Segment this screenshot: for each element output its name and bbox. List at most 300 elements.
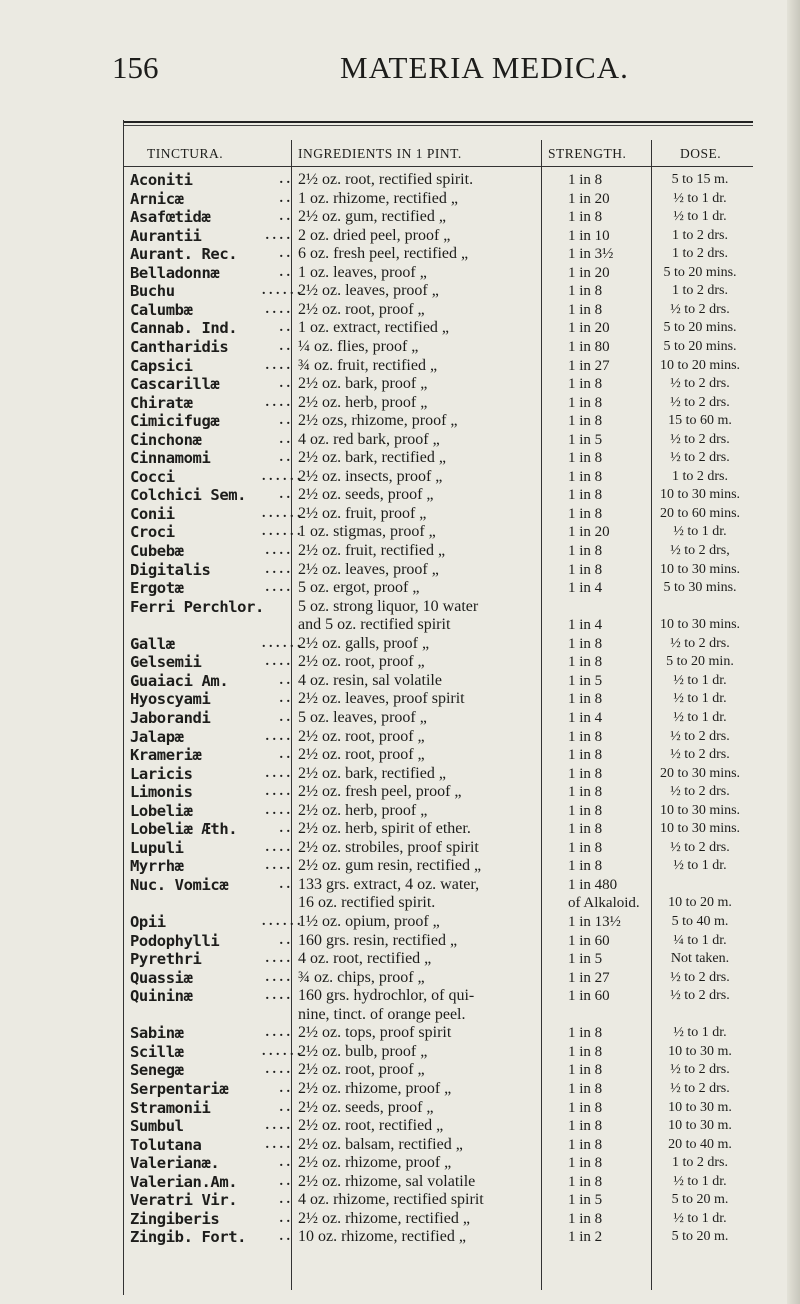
ingredients-cell: 2½ oz. bark, proof „ — [298, 375, 428, 392]
tincture-name: Conii — [130, 505, 175, 523]
strength-cell: 1 in 20 — [568, 191, 610, 207]
leader-dots: . . — [279, 450, 290, 465]
ingredients-cell: 2½ oz. bark, rectified „ — [298, 449, 446, 466]
dose-cell: ½ to 2 drs. — [670, 1081, 730, 1096]
dose-cell: ½ to 1 dr. — [673, 858, 727, 873]
table-row — [0, 561, 800, 579]
table-row — [0, 987, 800, 1005]
dose-cell: 10 to 20 m. — [668, 895, 732, 910]
strength-cell: 1 in 13½ — [568, 914, 621, 930]
table-row — [0, 412, 800, 430]
tincture-name: Guaiaci Am. — [130, 672, 229, 690]
ingredients-cell: 2½ oz. rhizome, rectified „ — [298, 1210, 470, 1227]
leader-dots: . . — [279, 1100, 290, 1115]
dose-cell: 10 to 30 mins. — [659, 803, 741, 818]
ingredients-cell: 2½ oz. herb, proof „ — [298, 394, 428, 411]
dose-cell: ½ to 1 dr. — [673, 691, 727, 706]
table-row — [0, 728, 800, 746]
strength-cell: 1 in 8 — [568, 784, 603, 800]
tincture-name: Nuc. Vomicæ — [130, 876, 229, 894]
table-row — [0, 802, 800, 820]
table-row — [0, 876, 800, 894]
leader-dots: . . — [279, 320, 290, 335]
ingredients-cell: 2½ oz. rhizome, sal volatile — [298, 1173, 476, 1190]
ingredients-cell: 133 grs. extract, 4 oz. water, — [298, 876, 480, 893]
leader-dots: . . — [279, 209, 290, 224]
tincture-name: Ferri Perchlor. — [130, 598, 264, 616]
leader-dots: . . . . . . — [262, 914, 301, 929]
tincture-name: Cascarillæ — [130, 375, 220, 393]
running-title: MATERIA MEDICA. — [340, 50, 629, 85]
table-row — [0, 635, 800, 653]
table-row — [0, 579, 800, 597]
header-tinctura: TINCTURA. — [147, 146, 224, 161]
leader-dots: . . . . — [265, 858, 290, 873]
header-dose: DOSE. — [680, 146, 722, 161]
strength-cell: 1 in 20 — [568, 524, 610, 540]
dose-cell: 5 to 15 m. — [671, 172, 729, 187]
tincture-name: Opii — [130, 913, 166, 931]
tincture-name: Gelsemii — [130, 653, 202, 671]
leader-dots: . . — [279, 413, 290, 428]
dose-cell: ½ to 1 dr. — [673, 673, 727, 688]
ingredients-cell: 2½ oz. fruit, proof „ — [298, 505, 427, 522]
table-row — [0, 171, 800, 189]
leader-dots: . . . . — [265, 729, 290, 744]
table-row — [0, 820, 800, 838]
dose-cell: 10 to 20 mins. — [659, 358, 741, 373]
table-row — [0, 969, 800, 987]
tincture-name: Cocci — [130, 468, 175, 486]
tincture-name: Chiratæ — [130, 394, 193, 412]
ingredients-cell: 6 oz. fresh peel, rectified „ — [298, 245, 469, 262]
dose-cell: 5 to 30 mins. — [663, 580, 737, 595]
leader-dots: . . — [279, 1192, 290, 1207]
table-row — [0, 1006, 800, 1024]
ingredients-cell: 2½ oz. leaves, proof „ — [298, 282, 439, 299]
strength-cell: 1 in 8 — [568, 450, 603, 466]
table-row — [0, 338, 800, 356]
dose-cell: 10 to 30 mins. — [659, 562, 741, 577]
table-row — [0, 282, 800, 300]
leader-dots: . . — [279, 933, 290, 948]
strength-cell: 1 in 10 — [568, 228, 610, 244]
ingredients-cell: 2½ oz. galls, proof „ — [298, 635, 430, 652]
strength-cell: 1 in 8 — [568, 413, 603, 429]
strength-cell: 1 in 8 — [568, 562, 603, 578]
ingredients-cell: and 5 oz. rectified spirit — [298, 616, 451, 633]
tincture-name: Scillæ — [130, 1043, 184, 1061]
table-row — [0, 245, 800, 263]
dose-cell: ½ to 2 drs. — [670, 1062, 730, 1077]
ingredients-cell: 2½ oz. bulb, proof „ — [298, 1043, 428, 1060]
strength-cell: 1 in 5 — [568, 951, 603, 967]
tincture-name: Quininæ — [130, 987, 193, 1005]
dose-cell: ½ to 2 drs, — [670, 543, 730, 558]
ingredients-cell: 2½ oz. root, proof „ — [298, 1061, 425, 1078]
tincture-name: Aconiti — [130, 171, 193, 189]
ingredients-cell: 2½ oz. insects, proof „ — [298, 468, 443, 485]
dose-cell: 1 to 2 drs. — [672, 283, 728, 298]
ingredients-cell: 2½ oz. root, rectified spirit. — [298, 171, 474, 188]
strength-cell: 1 in 8 — [568, 729, 603, 745]
strength-cell: 1 in 8 — [568, 636, 603, 652]
ingredients-cell: 2½ oz. rhizome, proof „ — [298, 1080, 452, 1097]
strength-cell: 1 in 8 — [568, 209, 603, 225]
table-row — [0, 932, 800, 950]
strength-cell: 1 in 8 — [568, 1211, 603, 1227]
leader-dots: . . . . . . — [262, 283, 301, 298]
tincture-name: Lupuli — [130, 839, 184, 857]
ingredients-cell: 2½ oz. gum resin, rectified „ — [298, 857, 482, 874]
ingredients-cell: 4 oz. root, rectified „ — [298, 950, 432, 967]
dose-cell: 5 to 20 mins. — [663, 265, 737, 280]
leader-dots: . . . . . . — [262, 469, 301, 484]
strength-cell: 1 in 8 — [568, 1025, 603, 1041]
dose-cell: 20 to 30 mins. — [659, 766, 741, 781]
leader-dots: . . — [279, 432, 290, 447]
strength-cell: of Alkaloid. — [568, 895, 640, 911]
leader-dots: . . — [279, 191, 290, 206]
tincture-name: Jalapæ — [130, 728, 184, 746]
table-row — [0, 431, 800, 449]
leader-dots: . . . . . . — [262, 506, 301, 521]
ingredients-cell: 2½ oz. rhizome, proof „ — [298, 1154, 452, 1171]
table-row — [0, 486, 800, 504]
table-row — [0, 542, 800, 560]
table-row — [0, 839, 800, 857]
leader-dots: . . . . — [265, 654, 290, 669]
leader-dots: . . . . — [265, 988, 290, 1003]
strength-cell: 1 in 20 — [568, 320, 610, 336]
tincture-name: Laricis — [130, 765, 193, 783]
tincture-name: Serpentariæ — [130, 1080, 229, 1098]
tincture-name: Pyrethri — [130, 950, 202, 968]
dose-cell: 20 to 40 m. — [668, 1137, 732, 1152]
tincture-name: Croci — [130, 523, 175, 541]
tincture-name: Cinchonæ — [130, 431, 202, 449]
dose-cell: 10 to 30 mins. — [659, 821, 741, 836]
ingredients-cell: ¼ oz. flies, proof „ — [298, 338, 419, 355]
dose-cell: 10 to 30 mins. — [659, 617, 741, 632]
leader-dots: . . . . — [265, 840, 290, 855]
strength-cell: 1 in 8 — [568, 395, 603, 411]
ingredients-cell: 2½ oz. leaves, proof spirit — [298, 690, 465, 707]
strength-cell: 1 in 8 — [568, 1118, 603, 1134]
leader-dots: . . — [279, 339, 290, 354]
dose-cell: 5 to 40 m. — [671, 914, 729, 929]
strength-cell: 1 in 80 — [568, 339, 610, 355]
strength-cell: 1 in 3½ — [568, 246, 614, 262]
dose-cell: ½ to 1 dr. — [673, 1174, 727, 1189]
leader-dots: . . — [279, 1211, 290, 1226]
tincture-name: Jaborandi — [130, 709, 211, 727]
ingredients-cell: 2½ oz. fruit, rectified „ — [298, 542, 446, 559]
ingredients-cell: 2½ oz. seeds, proof „ — [298, 1099, 434, 1116]
table-row — [0, 672, 800, 690]
leader-dots: . . — [279, 1155, 290, 1170]
page-number: 156 — [112, 50, 159, 85]
leader-dots: . . — [279, 1174, 290, 1189]
ingredients-cell: 2½ oz. herb, proof „ — [298, 802, 428, 819]
dose-cell: 1 to 2 drs. — [672, 1155, 728, 1170]
page-edge — [787, 0, 800, 1304]
strength-cell: 1 in 27 — [568, 358, 610, 374]
tincture-name: Cimicifugæ — [130, 412, 220, 430]
strength-cell: 1 in 4 — [568, 710, 603, 726]
leader-dots: . . — [279, 691, 290, 706]
leader-dots: . . . . — [265, 1025, 290, 1040]
table-row — [0, 1061, 800, 1079]
table-row — [0, 1024, 800, 1042]
leader-dots: . . . . — [265, 580, 290, 595]
top-rule-thin — [123, 125, 753, 126]
leader-dots: . . . . — [265, 543, 290, 558]
table-row — [0, 765, 800, 783]
tincture-name: Valerianæ. — [130, 1154, 220, 1172]
strength-cell: 1 in 2 — [568, 1229, 603, 1245]
leader-dots: . . . . — [265, 1137, 290, 1152]
ingredients-cell: 2½ ozs, rhizome, proof „ — [298, 412, 458, 429]
ingredients-cell: 2½ oz. balsam, rectified „ — [298, 1136, 463, 1153]
strength-cell: 1 in 8 — [568, 302, 603, 318]
dose-cell: 5 to 20 m. — [671, 1229, 729, 1244]
dose-cell: 20 to 60 mins. — [659, 506, 741, 521]
tincture-name: Myrrhæ — [130, 857, 184, 875]
dose-cell: ½ to 1 dr. — [673, 209, 727, 224]
table-row — [0, 227, 800, 245]
ingredients-cell: 4 oz. red bark, proof „ — [298, 431, 440, 448]
table-row — [0, 709, 800, 727]
strength-cell: 1 in 60 — [568, 988, 610, 1004]
dose-cell: 5 to 20 mins. — [663, 320, 737, 335]
strength-cell: 1 in 8 — [568, 840, 603, 856]
leader-dots: . . . . — [265, 562, 290, 577]
table-row — [0, 653, 800, 671]
strength-cell: 1 in 60 — [568, 933, 610, 949]
table-row — [0, 783, 800, 801]
tincture-name: Aurantii — [130, 227, 202, 245]
leader-dots: . . — [279, 1229, 290, 1244]
dose-cell: ½ to 2 drs. — [670, 302, 730, 317]
ingredients-cell: 2½ oz. strobiles, proof spirit — [298, 839, 479, 856]
dose-cell: ½ to 2 drs. — [670, 988, 730, 1003]
dose-cell: ½ to 2 drs. — [670, 840, 730, 855]
strength-cell: 1 in 480 — [568, 877, 618, 893]
ingredients-cell: 1 oz. extract, rectified „ — [298, 319, 450, 336]
strength-cell: 1 in 8 — [568, 1044, 603, 1060]
tincture-name: Zingiberis — [130, 1210, 220, 1228]
table-row — [0, 394, 800, 412]
tincture-name: Calumbæ — [130, 301, 193, 319]
tincture-name: Senegæ — [130, 1061, 184, 1079]
table-row — [0, 375, 800, 393]
ingredients-cell: 5 oz. strong liquor, 10 water — [298, 598, 479, 615]
table-row — [0, 208, 800, 226]
leader-dots: . . . . . . — [262, 524, 301, 539]
tincture-name: Cannab. Ind. — [130, 319, 238, 337]
dose-cell: ½ to 2 drs. — [670, 747, 730, 762]
leader-dots: . . . . — [265, 766, 290, 781]
strength-cell: 1 in 8 — [568, 691, 603, 707]
tincture-name: Lobeliæ Æth. — [130, 820, 238, 838]
dose-cell: ¼ to 1 dr. — [673, 933, 727, 948]
leader-dots: . . . . — [265, 358, 290, 373]
ingredients-cell: 1½ oz. opium, proof „ — [298, 913, 440, 930]
tincture-name: Quassiæ — [130, 969, 193, 987]
strength-cell: 1 in 8 — [568, 858, 603, 874]
dose-cell: 1 to 2 drs. — [672, 246, 728, 261]
ingredients-cell: 2½ oz. gum, rectified „ — [298, 208, 446, 225]
ingredients-cell: 4 oz. resin, sal volatile — [298, 672, 442, 689]
strength-cell: 1 in 8 — [568, 487, 603, 503]
leader-dots: . . . . — [265, 228, 290, 243]
ingredients-cell: 2½ oz. bark, rectified „ — [298, 765, 446, 782]
strength-cell: 1 in 5 — [568, 1192, 603, 1208]
tincture-name: Ergotæ — [130, 579, 184, 597]
table-row — [0, 319, 800, 337]
ingredients-cell: 1 oz. stigmas, proof „ — [298, 523, 436, 540]
table-row — [0, 1191, 800, 1209]
strength-cell: 1 in 8 — [568, 469, 603, 485]
table-row — [0, 616, 800, 634]
dose-cell: 10 to 30 m. — [668, 1100, 732, 1115]
ingredients-cell: nine, tinct. of orange peel. — [298, 1006, 466, 1023]
tincture-name: Cubebæ — [130, 542, 184, 560]
tincture-name: Tolutana — [130, 1136, 202, 1154]
top-rule — [123, 121, 753, 123]
dose-cell: ½ to 1 dr. — [673, 191, 727, 206]
tincture-name: Arnicæ — [130, 190, 184, 208]
strength-cell: 1 in 4 — [568, 617, 603, 633]
table-row — [0, 1136, 800, 1154]
table-row — [0, 449, 800, 467]
dose-cell: 5 to 20 mins. — [663, 339, 737, 354]
dose-cell: ½ to 2 drs. — [670, 432, 730, 447]
leader-dots: . . . . — [265, 970, 290, 985]
table-row — [0, 1080, 800, 1098]
ingredients-cell: 4 oz. rhizome, rectified spirit — [298, 1191, 484, 1208]
leader-dots: . . — [279, 172, 290, 187]
tincture-name: Lobeliæ — [130, 802, 193, 820]
table-row — [0, 746, 800, 764]
ingredients-cell: 1 oz. leaves, proof „ — [298, 264, 427, 281]
ingredients-cell: 2½ oz. root, proof „ — [298, 301, 425, 318]
tincture-name: Colchici Sem. — [130, 486, 247, 504]
table-row — [0, 505, 800, 523]
table-row — [0, 894, 800, 912]
tincture-name: Krameriæ — [130, 746, 202, 764]
table-row — [0, 301, 800, 319]
strength-cell: 1 in 4 — [568, 580, 603, 596]
dose-cell: ½ to 2 drs. — [670, 784, 730, 799]
leader-dots: . . — [279, 821, 290, 836]
tincture-name: Zingib. Fort. — [130, 1228, 247, 1246]
strength-cell: 1 in 20 — [568, 265, 610, 281]
strength-cell: 1 in 8 — [568, 747, 603, 763]
tincture-name: Gallæ — [130, 635, 175, 653]
table-row — [0, 523, 800, 541]
leader-dots: . . . . . . — [262, 1044, 301, 1059]
dose-cell: ½ to 2 drs. — [670, 636, 730, 651]
strength-cell: 1 in 8 — [568, 654, 603, 670]
leader-dots: . . — [279, 376, 290, 391]
ingredients-cell: 5 oz. ergot, proof „ — [298, 579, 420, 596]
table-row — [0, 1173, 800, 1191]
strength-cell: 1 in 8 — [568, 803, 603, 819]
dose-cell: Not taken. — [670, 951, 730, 966]
tincture-name: Aurant. Rec. — [130, 245, 238, 263]
strength-cell: 1 in 8 — [568, 1155, 603, 1171]
dose-cell: 10 to 30 m. — [668, 1118, 732, 1133]
leader-dots: . . . . — [265, 784, 290, 799]
ingredients-cell: 2½ oz. leaves, proof „ — [298, 561, 439, 578]
leader-dots: . . — [279, 710, 290, 725]
tincture-name: Cinnamomi — [130, 449, 211, 467]
tincture-name: Belladonnæ — [130, 264, 220, 282]
ingredients-cell: ¾ oz. fruit, rectified „ — [298, 357, 438, 374]
tincture-name: Valerian.Am. — [130, 1173, 238, 1191]
table-row — [0, 950, 800, 968]
leader-dots: . . . . — [265, 302, 290, 317]
dose-cell: 10 to 30 mins. — [659, 487, 741, 502]
dose-cell: 15 to 60 m. — [668, 413, 732, 428]
leader-dots: . . . . — [265, 1118, 290, 1133]
dose-cell: ½ to 2 drs. — [670, 729, 730, 744]
dose-cell: ½ to 2 drs. — [670, 450, 730, 465]
ingredients-cell: 1 oz. rhizome, rectified „ — [298, 190, 458, 207]
page-header — [0, 50, 800, 90]
leader-dots: . . — [279, 877, 290, 892]
tincture-name: Hyoscyami — [130, 690, 211, 708]
strength-cell: 1 in 8 — [568, 506, 603, 522]
tincture-name: Limonis — [130, 783, 193, 801]
strength-cell: 1 in 8 — [568, 1137, 603, 1153]
table-row — [0, 190, 800, 208]
table-row — [0, 598, 800, 616]
ingredients-cell: 2½ oz. herb, spirit of ether. — [298, 820, 471, 837]
ingredients-cell: 2½ oz. root, proof „ — [298, 728, 425, 745]
table-row — [0, 1210, 800, 1228]
strength-cell: 1 in 8 — [568, 1062, 603, 1078]
header-rule — [123, 166, 753, 167]
ingredients-cell: ¾ oz. chips, proof „ — [298, 969, 425, 986]
dose-cell: 5 to 20 min. — [666, 654, 734, 669]
strength-cell: 1 in 8 — [568, 821, 603, 837]
dose-cell: ½ to 2 drs. — [670, 376, 730, 391]
leader-dots: . . — [279, 265, 290, 280]
leader-dots: . . — [279, 747, 290, 762]
dose-cell: ½ to 1 dr. — [673, 1211, 727, 1226]
dose-cell: ½ to 1 dr. — [673, 524, 727, 539]
leader-dots: . . . . — [265, 395, 290, 410]
strength-cell: 1 in 8 — [568, 376, 603, 392]
leader-dots: . . . . . . — [262, 636, 301, 651]
table-row — [0, 1228, 800, 1246]
table-row — [0, 1117, 800, 1135]
ingredients-cell: 2½ oz. tops, proof spirit — [298, 1024, 452, 1041]
ingredients-cell: 10 oz. rhizome, rectified „ — [298, 1228, 466, 1245]
tincture-name: Digitalis — [130, 561, 211, 579]
table-row — [0, 357, 800, 375]
ingredients-cell: 16 oz. rectified spirit. — [298, 894, 436, 911]
table-row — [0, 913, 800, 931]
header-ingredients: INGREDIENTS IN 1 PINT. — [298, 146, 462, 161]
dose-cell: 5 to 20 m. — [671, 1192, 729, 1207]
table-row — [0, 857, 800, 875]
tincture-name: Cantharidis — [130, 338, 229, 356]
strength-cell: 1 in 27 — [568, 970, 610, 986]
